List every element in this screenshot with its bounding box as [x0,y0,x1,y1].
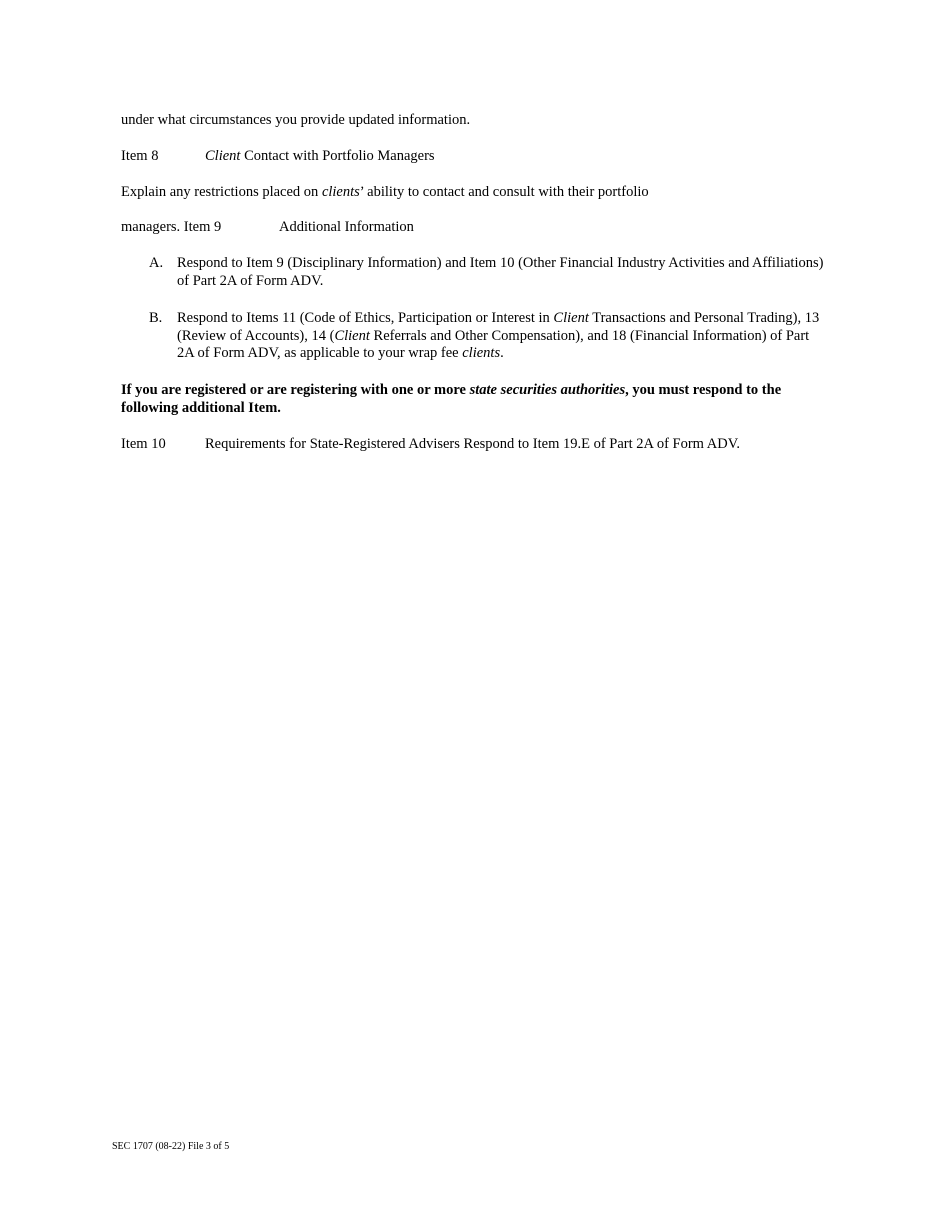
item10-number: Item 10 [121,436,166,452]
item8-body-part1: Explain any restrictions placed on [121,184,322,200]
item9-prefix: managers. Item 9 [121,219,222,235]
continuation-line [121,112,470,130]
list-b-part4: . [500,345,504,361]
list-marker-a: A. [149,255,164,271]
item8-body-italic: clients [321,184,360,200]
state-note-part1: If you are registered or are registering with one or more [121,382,470,398]
list-b-part2: Transactions and Personal Trading), 13 (Review of Accounts), 14 ( [177,310,820,344]
list-item-a [149,255,829,290]
item8-body-part2: ’ ability to contact and consult with their portfolio [359,184,649,200]
item10-heading [121,436,740,454]
list-text-a: Respond to Item 9 (Disciplinary Information) and Item 10 (Other Financial Industry Activities and Affiliations) of Part 2A of Form ADV. [177,255,824,289]
list-b-italic3: clients [462,345,501,361]
item9-title: Additional Information [279,219,414,235]
state-note-part2: , you must respond to the following additional Item. [121,382,782,416]
list-b-part3: Referrals and Other Compensation), and 18 (Financial Information) of Part 2A of Form ADV, as applicable to your wrap fee [177,327,810,361]
item8-title-rest: Contact with Portfolio Managers [240,148,435,164]
item8-body [121,184,649,202]
list-b-italic2: Client [334,327,370,344]
item8-title-italic: Client [205,148,241,164]
item8-heading [121,148,435,166]
list-b-italic1: Client [553,310,589,326]
list-b-part1: Respond to Items 11 (Code of Ethics, Participation or Interest in [177,310,554,326]
continuation-text: under what circumstances you provide updated information. [121,112,471,128]
list-text-b [177,310,829,363]
item9-heading [121,219,414,237]
state-registration-note [121,382,836,417]
item8-number: Item 8 [121,148,159,164]
item10-text: Requirements for State-Registered Advisers Respond to Item 19.E of Part 2A of Form ADV. [205,436,740,452]
state-note-italic: state securities authorities [469,382,626,398]
page-footer: SEC 1707 (08-22) File 3 of 5 [112,1141,230,1152]
list-marker-b: B. [149,310,163,326]
list-item-b [149,310,829,363]
